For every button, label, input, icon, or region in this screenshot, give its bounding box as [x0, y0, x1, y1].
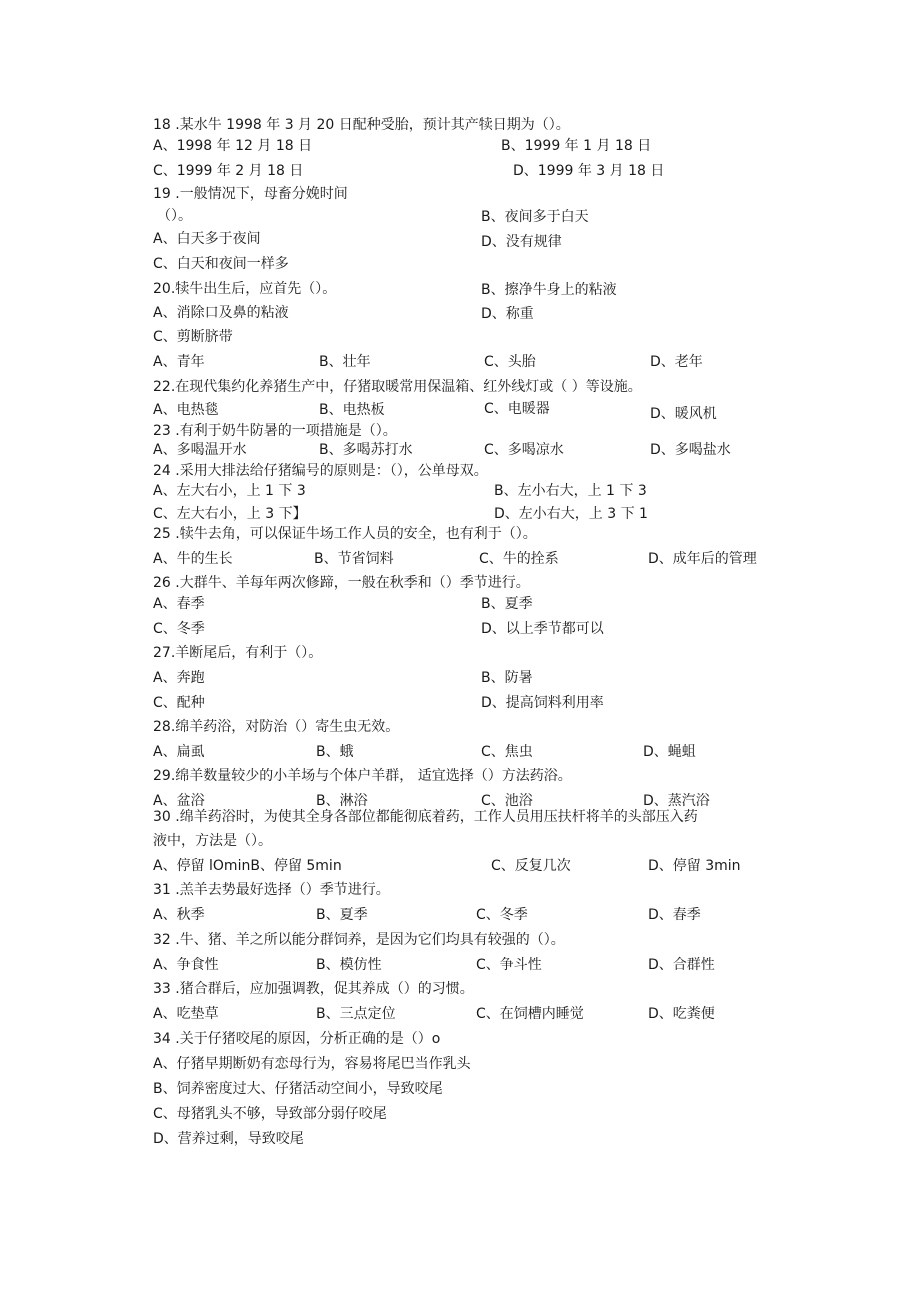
question-30-stem: 30 .绵羊药浴时，为使其全身各部位都能彻底着药，工作人员用压扶杆将羊的头部压入药 [153, 809, 698, 825]
question-28-option-c: C、焦虫 [481, 744, 533, 760]
question-28-stem: 28.绵羊药浴，对防治（）寄生虫无效。 [153, 719, 400, 735]
question-31-option-d: D、春季 [648, 907, 701, 923]
question-30-option-c: C、反复几次 [491, 858, 571, 874]
question-31-stem: 31 .羔羊去势最好选择（）季节进行。 [153, 882, 390, 898]
question-20-option-a: A、消除口及鼻的粘液 [153, 305, 289, 321]
question-20-option-c: C、剪断脐带 [153, 329, 233, 345]
question-27-option-a: A、奔跑 [153, 670, 205, 686]
question-24-option-d: D、左小右大，上 3 下 1 [494, 506, 648, 522]
question-33-option-a: A、吃垫草 [153, 1006, 219, 1022]
question-29-option-a: A、盆浴 [153, 793, 205, 809]
question-22-option-c: C、电暖器 [484, 401, 550, 417]
question-26-option-b: B、夏季 [481, 596, 533, 612]
question-31-option-a: A、秋季 [153, 907, 205, 923]
question-32-stem: 32 .牛、猪、羊之所以能分群饲养，是因为它们均具有较强的（）。 [153, 932, 565, 948]
question-19-option-a: A、白天多于夜间 [153, 231, 261, 247]
question-25-stem: 25 .犊牛去角，可以保证牛场工作人员的安全，也有利于（）。 [153, 526, 537, 542]
question-32-option-c: C、争斗性 [476, 957, 542, 973]
question-25-option-d: D、成年后的管理 [648, 551, 757, 567]
question-28-option-d: D、蝇蛆 [643, 744, 696, 760]
question-27-option-d: D、提高饲料利用率 [481, 695, 604, 711]
question-19-option-d: D、没有规律 [481, 234, 562, 250]
question-32-option-d: D、合群性 [648, 957, 715, 973]
question-25-option-b: B、节省饲料 [314, 551, 394, 567]
question-30-option-ab: A、停留 lOminB、停留 5min [153, 858, 342, 874]
question-24-stem: 24 .采用大排法给仔猪编号的原则是：（），公单母双。 [153, 463, 488, 479]
question-27-option-c: C、配种 [153, 695, 205, 711]
question-21-option-a: A、青年 [153, 354, 205, 370]
question-19-stem-continued: （）。 [157, 208, 192, 224]
question-26-option-d: D、以上季节都可以 [481, 621, 604, 637]
question-24-option-b: B、左小右大，上 1 下 3 [494, 483, 647, 499]
question-32-option-b: B、模仿性 [316, 957, 382, 973]
question-20-stem: 20.犊牛出生后，应首先（）。 [153, 281, 337, 297]
question-28-option-b: B、蛾 [316, 744, 354, 760]
question-23-option-b: B、多喝苏打水 [319, 442, 413, 458]
question-26-stem: 26 .大群牛、羊每年两次修蹄，一般在秋季和（）季节进行。 [153, 575, 530, 591]
question-21-option-d: D、老年 [650, 354, 703, 370]
question-24-option-c: C、左大右小，上 3 下】 [153, 506, 307, 522]
question-23-option-c: C、多喝凉水 [484, 442, 564, 458]
question-23-option-a: A、多喝温开水 [153, 442, 247, 458]
question-32-option-a: A、争食性 [153, 957, 219, 973]
question-29-stem: 29.绵羊数量较少的小羊场与个体户羊群， 适宜选择（）方法药浴。 [153, 768, 572, 784]
question-33-option-c: C、在饲槽内睡觉 [476, 1006, 584, 1022]
question-22-stem: 22.在现代集约化养猪生产中，仔猪取暖常用保温箱、红外线灯或（ ）等设施。 [153, 379, 642, 395]
question-27-stem: 27.羊断尾后，有利于（）。 [153, 645, 323, 661]
question-18-option-a: A、1998 年 12 月 18 日 [153, 138, 313, 154]
question-29-option-d: D、蒸汽浴 [643, 793, 710, 809]
question-31-option-b: B、夏季 [316, 907, 368, 923]
question-18-option-d: D、1999 年 3 月 18 日 [513, 163, 665, 179]
question-25-option-c: C、牛的拴系 [479, 551, 559, 567]
question-34-stem: 34 .关于仔猪咬尾的原因，分析正确的是（）o [153, 1031, 441, 1047]
question-20-option-b: B、擦净牛身上的粘液 [481, 282, 617, 298]
question-33-option-b: B、三点定位 [316, 1006, 396, 1022]
question-24-option-a: A、左大右小，上 1 下 3 [153, 483, 306, 499]
question-23-stem: 23 .有利于奶牛防暑的一项措施是（）。 [153, 423, 397, 439]
question-34-option-a: A、仔猪早期断奶有恋母行为，容易将尾巴当作乳头 [153, 1056, 471, 1072]
question-28-option-a: A、扁虱 [153, 744, 205, 760]
question-19-option-c: C、白天和夜间一样多 [153, 256, 289, 272]
question-30-stem-continued: 液中，方法是（）。 [153, 833, 272, 849]
question-22-option-d: D、暖风机 [650, 406, 717, 422]
question-33-option-d: D、吃粪便 [648, 1006, 715, 1022]
question-22-option-a: A、电热毯 [153, 402, 219, 418]
question-29-option-b: B、淋浴 [316, 793, 368, 809]
question-21-option-b: B、壮年 [319, 354, 371, 370]
question-30-option-d: D、停留 3min [648, 858, 741, 874]
question-18-stem: 18 .某水牛 1998 年 3 月 20 日配种受胎，预计其产犊日期为（）。 [153, 117, 570, 133]
question-26-option-a: A、春季 [153, 596, 205, 612]
question-34-option-b: B、饲养密度过大、仔猪活动空间小，导致咬尾 [153, 1081, 443, 1097]
question-18-option-c: C、1999 年 2 月 18 日 [153, 163, 304, 179]
question-33-stem: 33 .猪合群后，应加强调教，促其养成（）的习惯。 [153, 981, 474, 997]
question-34-option-d: D、营养过剩，导致咬尾 [153, 1131, 304, 1147]
question-27-option-b: B、防暑 [481, 670, 533, 686]
question-20-option-d: D、称重 [481, 306, 534, 322]
question-18-option-b: B、1999 年 1 月 18 日 [501, 138, 652, 154]
question-19-option-b: B、夜间多于白天 [481, 209, 589, 225]
question-19-stem: 19 .一般情况下，母畜分娩时间 [153, 186, 348, 202]
question-26-option-c: C、冬季 [153, 621, 205, 637]
question-21-option-c: C、头胎 [484, 354, 536, 370]
question-25-option-a: A、牛的生长 [153, 551, 233, 567]
question-23-option-d: D、多喝盐水 [650, 442, 731, 458]
question-29-option-c: C、池浴 [481, 793, 533, 809]
question-34-option-c: C、母猪乳头不够，导致部分弱仔咬尾 [153, 1106, 387, 1122]
question-22-option-b: B、电热板 [319, 402, 385, 418]
question-31-option-c: C、冬季 [476, 907, 528, 923]
